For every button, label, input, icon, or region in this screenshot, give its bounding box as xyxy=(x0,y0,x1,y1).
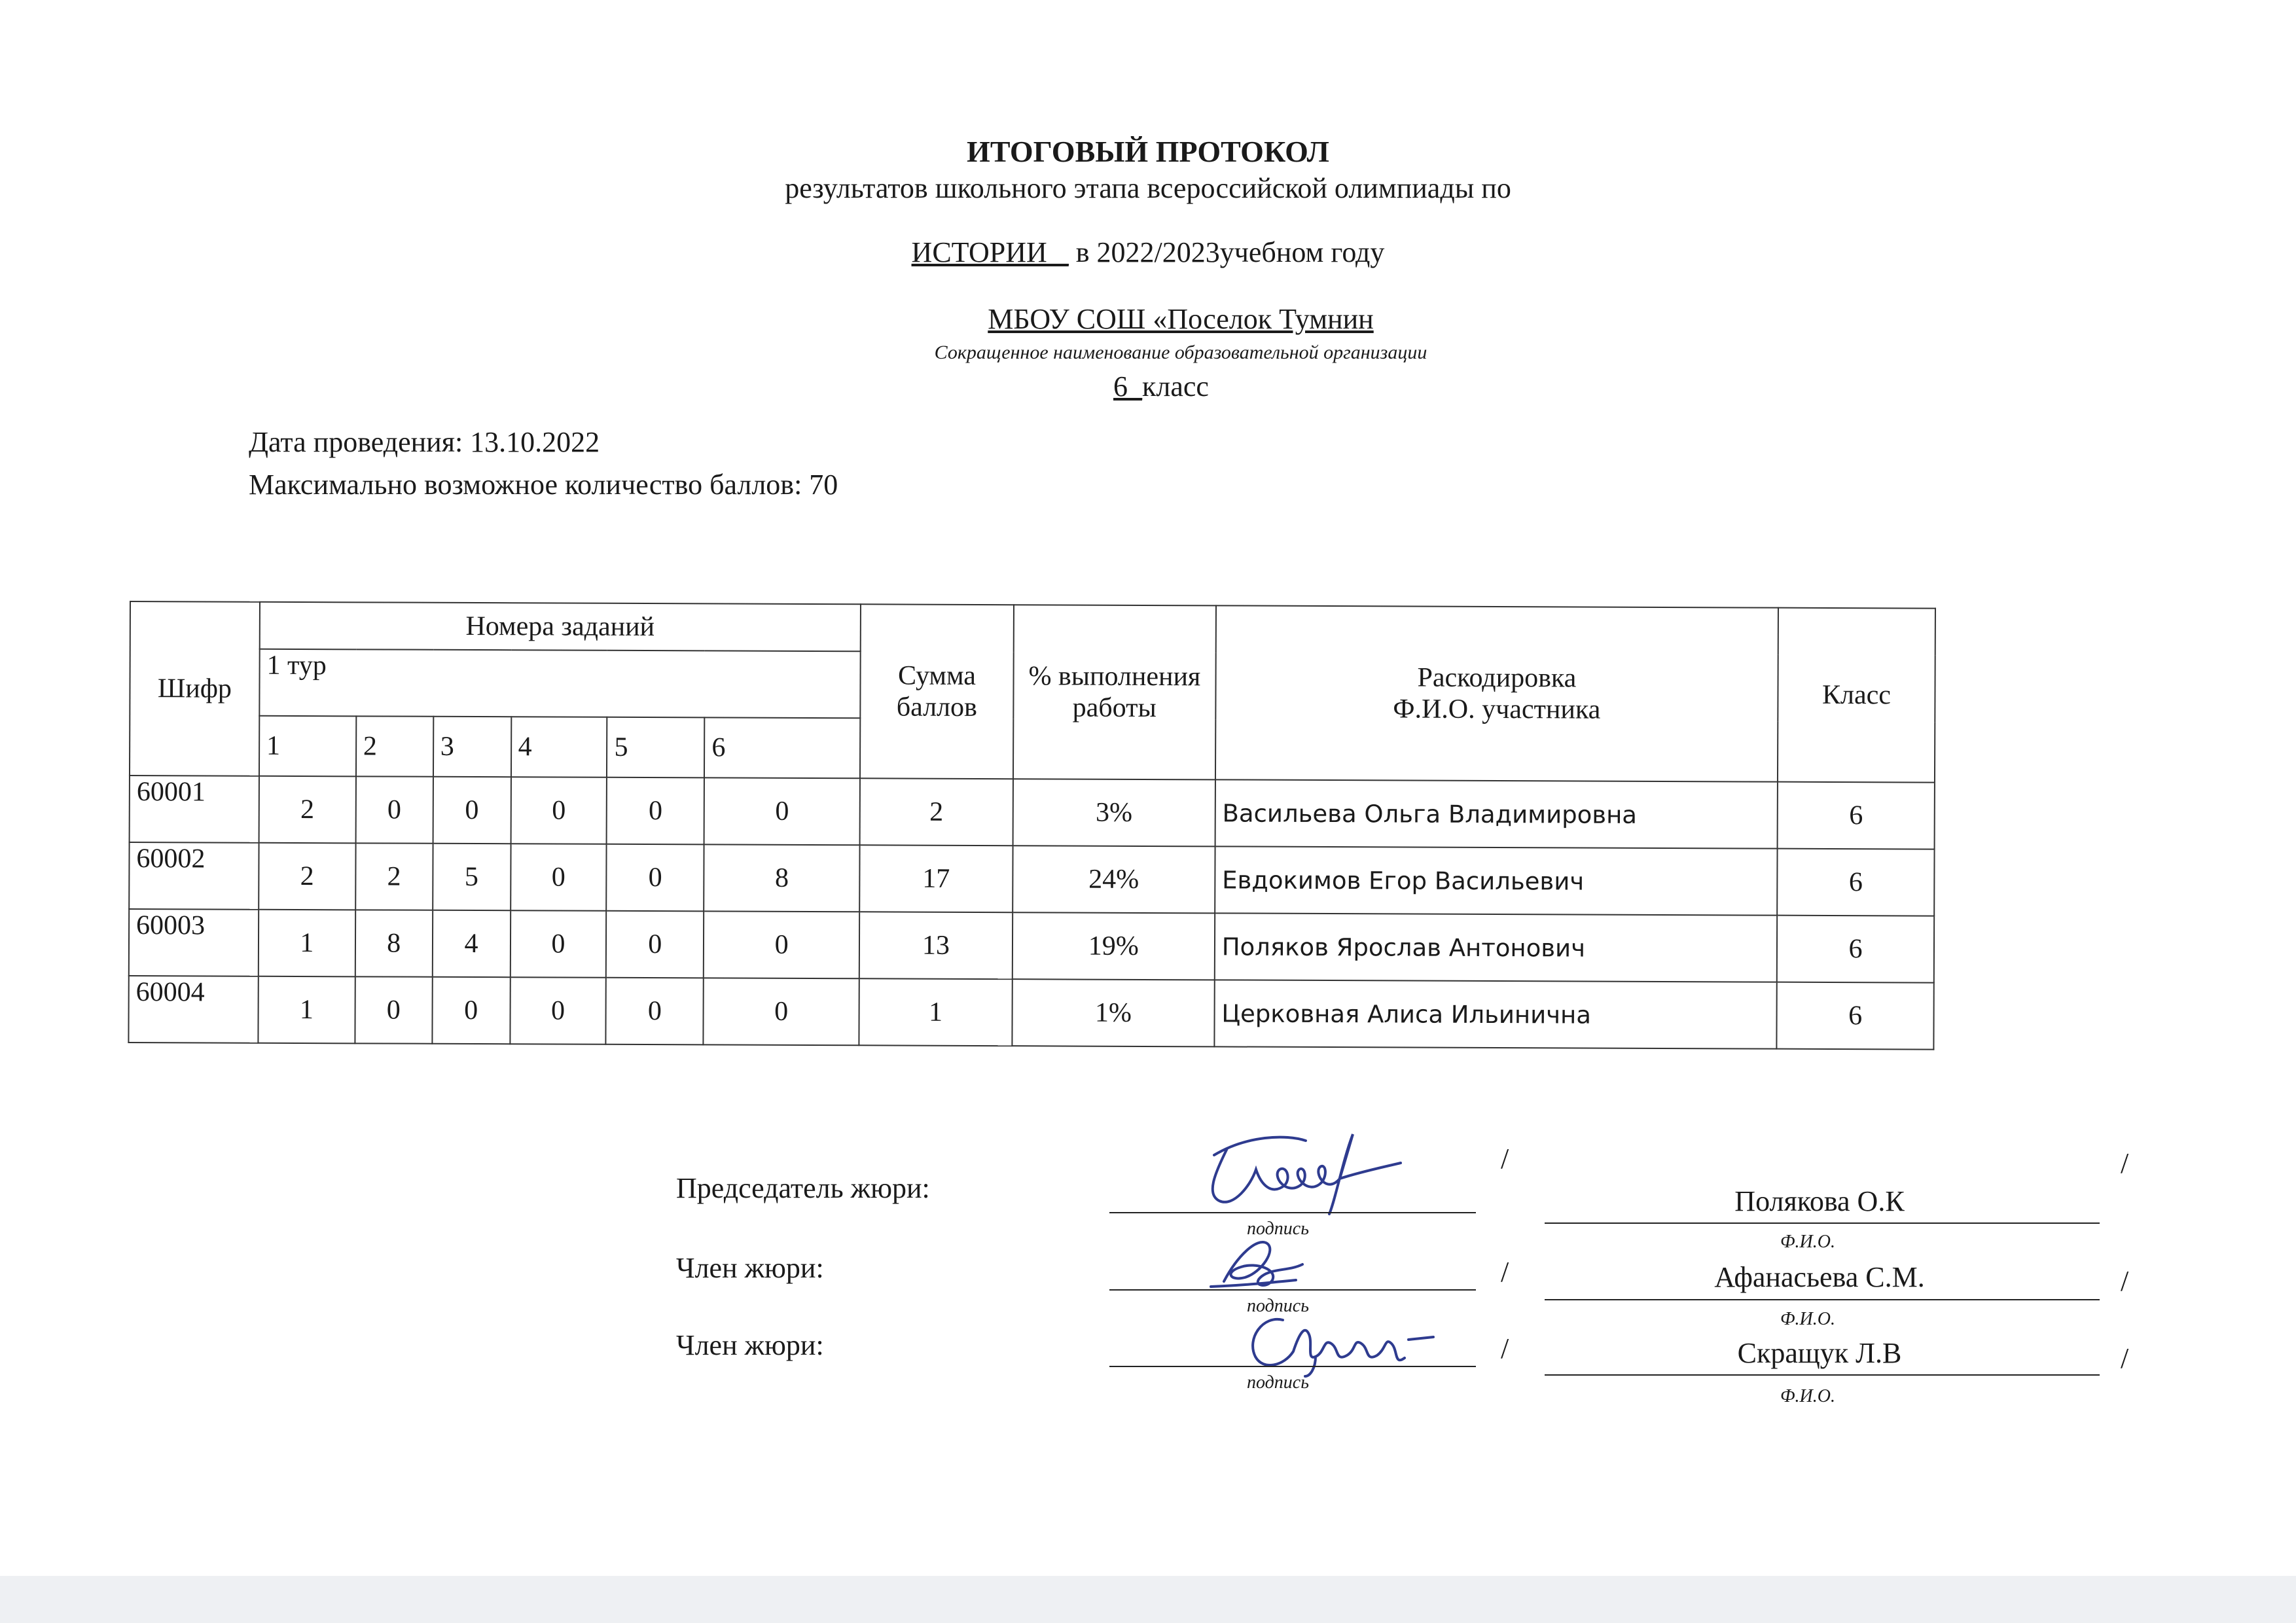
max-points: Максимально возможное количество баллов: 70 xyxy=(249,469,838,501)
chair-fio-line xyxy=(1545,1222,2100,1224)
member1-label: Член жюри: xyxy=(676,1252,824,1284)
cell-sum: 2 xyxy=(860,778,1013,846)
academic-year: в 2022/2023учебном году xyxy=(1068,236,1385,268)
header-name xyxy=(1215,605,1778,781)
cell-score: 5 xyxy=(433,844,511,910)
results-table xyxy=(128,601,1936,1050)
cell-score: 0 xyxy=(606,978,704,1045)
cell-sum: 17 xyxy=(859,845,1013,912)
member1-signature-line xyxy=(1109,1289,1476,1291)
chair-signature-caption: подпись xyxy=(1247,1219,1309,1239)
cell-name: Евдокимов Егор Васильевич xyxy=(1215,846,1778,915)
task-number: 2 xyxy=(356,716,433,776)
chair-slash-left: / xyxy=(1501,1143,1509,1175)
chair-fio-caption: Ф.И.О. xyxy=(1780,1232,1835,1252)
subject-line xyxy=(0,236,2296,269)
chair-slash-right: / xyxy=(2121,1147,2129,1179)
member1-slash-left: / xyxy=(1501,1256,1509,1288)
cell-class: 6 xyxy=(1778,782,1935,849)
cell-score: 0 xyxy=(606,911,704,978)
school-line xyxy=(0,302,2296,336)
chair-signature xyxy=(1188,1122,1404,1217)
cell-percent: 19% xyxy=(1013,912,1215,980)
document-title: ИТОГОВЫЙ ПРОТОКОЛ xyxy=(967,135,1329,168)
member2-slash-left: / xyxy=(1501,1332,1509,1364)
cell-score: 8 xyxy=(704,844,859,912)
school-caption: Сокращенное наименование образовательной организации xyxy=(934,342,1427,363)
member1-signature-caption: подпись xyxy=(1247,1296,1309,1316)
document-subtitle: результатов школьного этапа всероссийской олимпиады по xyxy=(785,172,1511,204)
member1-fio-line xyxy=(1545,1299,2100,1300)
member1-slash-right: / xyxy=(2121,1265,2129,1297)
header-name-line2: Ф.И.О. участника xyxy=(1393,694,1601,725)
cell-score: 0 xyxy=(607,844,704,912)
class-word: класс xyxy=(1142,370,1209,402)
cell-score: 0 xyxy=(510,977,606,1044)
subject-name: ИСТОРИИ _ xyxy=(911,236,1069,268)
cell-code: 60001 xyxy=(130,776,259,843)
cell-score: 0 xyxy=(433,777,511,844)
cell-class: 6 xyxy=(1777,916,1934,983)
cell-name: Церковная Алиса Ильинична xyxy=(1214,980,1777,1048)
cell-score: 0 xyxy=(355,776,433,843)
header-tasks: Номера заданий xyxy=(260,602,861,652)
cell-name: Васильева Ольга Владимировна xyxy=(1215,779,1778,848)
member2-signature-caption: подпись xyxy=(1247,1372,1309,1393)
task-number: 3 xyxy=(433,717,511,777)
cell-sum: 13 xyxy=(859,912,1013,979)
header-round: 1 тур xyxy=(259,649,860,719)
event-date: Дата проведения: 13.10.2022 xyxy=(249,426,600,458)
header-name-line1: Раскодировка xyxy=(1417,662,1577,694)
cell-sum: 1 xyxy=(859,978,1012,1046)
cell-percent: 3% xyxy=(1013,779,1215,846)
class-number: 6_ xyxy=(1113,370,1143,402)
cell-score: 0 xyxy=(704,777,860,845)
cell-score: 0 xyxy=(704,911,859,978)
chair-signature-line xyxy=(1109,1212,1476,1213)
cell-score: 2 xyxy=(259,776,355,844)
cell-score: 0 xyxy=(511,777,607,844)
member1-fio-caption: Ф.И.О. xyxy=(1780,1309,1835,1329)
header-row-1 xyxy=(130,601,1935,656)
header-code: Шифр xyxy=(130,601,260,776)
cell-code: 60003 xyxy=(129,909,259,976)
task-number: 4 xyxy=(511,717,607,777)
task-number: 1 xyxy=(259,716,356,777)
chair-label: Председатель жюри: xyxy=(676,1172,930,1204)
cell-code: 60002 xyxy=(129,842,259,910)
task-number: 5 xyxy=(607,717,704,778)
cell-class: 6 xyxy=(1777,849,1934,916)
member1-signature xyxy=(1204,1230,1309,1296)
cell-score: 1 xyxy=(258,976,355,1044)
header-class: Класс xyxy=(1778,608,1935,783)
cell-percent: 1% xyxy=(1012,979,1214,1046)
member2-slash-right: / xyxy=(2121,1342,2129,1374)
member2-fio-line xyxy=(1545,1374,2100,1376)
table-row xyxy=(130,776,1935,849)
class-line xyxy=(0,370,2296,403)
member2-name: Скращук Л.В xyxy=(1737,1337,1902,1369)
school-name: МБОУ СОШ «Поселок Тумнин xyxy=(988,303,1374,335)
member2-fio-caption: Ф.И.О. xyxy=(1780,1386,1835,1406)
cell-score: 0 xyxy=(511,844,607,911)
cell-score: 0 xyxy=(704,978,859,1045)
cell-score: 0 xyxy=(432,977,510,1044)
cell-score: 2 xyxy=(355,843,433,910)
member1-name: Афанасьева С.М. xyxy=(1714,1261,1925,1293)
cell-score: 0 xyxy=(355,976,432,1043)
header-percent: % выполнения работы xyxy=(1013,605,1216,779)
cell-score: 0 xyxy=(607,777,704,845)
cell-class: 6 xyxy=(1776,982,1933,1050)
member2-label: Член жюри: xyxy=(676,1329,824,1361)
cell-name: Поляков Ярослав Антонович xyxy=(1215,913,1778,982)
cell-score: 2 xyxy=(259,843,355,910)
member2-signature-line xyxy=(1109,1366,1476,1367)
table-row xyxy=(129,842,1934,916)
cell-code: 60004 xyxy=(128,976,258,1043)
cell-score: 1 xyxy=(259,910,355,977)
header-sum: Сумма баллов xyxy=(860,604,1014,779)
scan-bottom-edge xyxy=(0,1576,2296,1623)
table-row xyxy=(128,976,1933,1050)
cell-percent: 24% xyxy=(1013,846,1215,913)
cell-score: 0 xyxy=(510,910,606,978)
task-number: 6 xyxy=(704,717,860,778)
table-row xyxy=(129,909,1934,983)
cell-score: 4 xyxy=(432,910,510,977)
cell-score: 8 xyxy=(355,910,433,976)
chair-name: Полякова О.К xyxy=(1734,1185,1905,1217)
